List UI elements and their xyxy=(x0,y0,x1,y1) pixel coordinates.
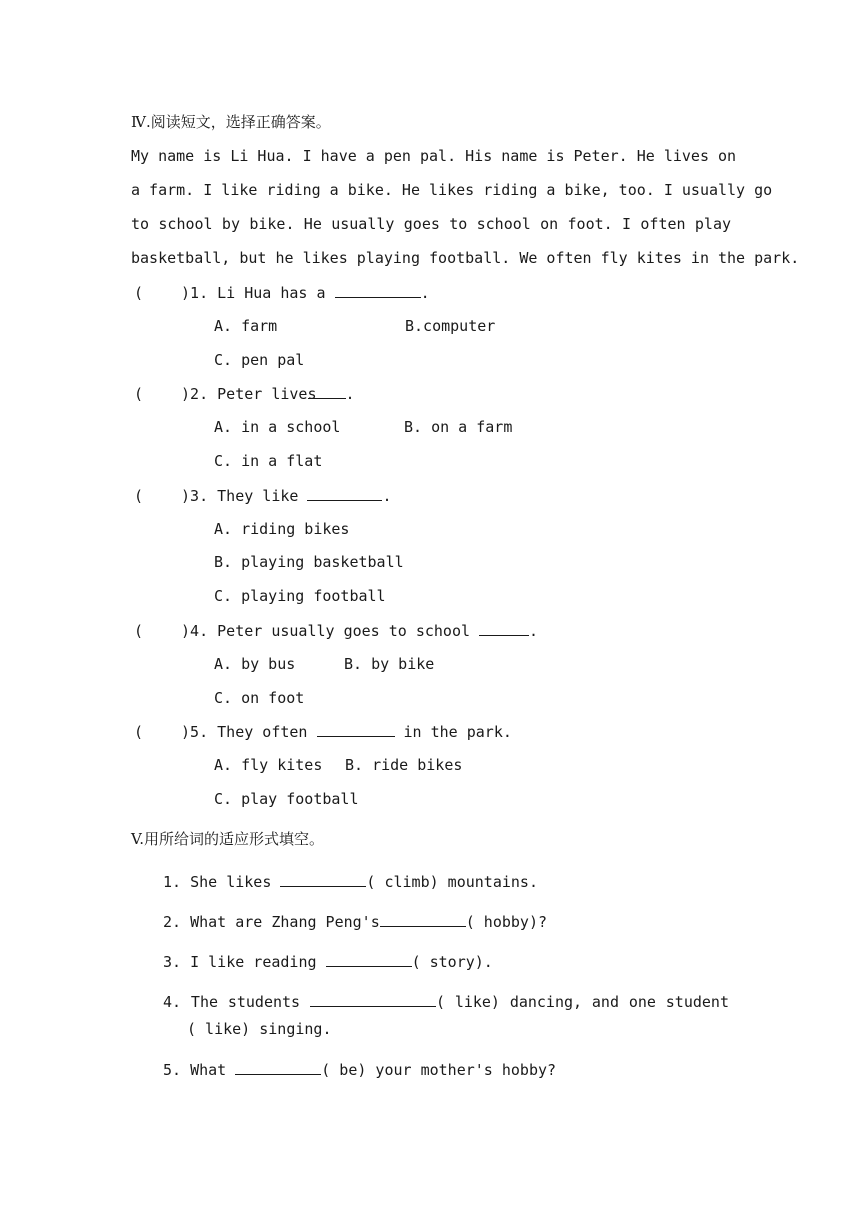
question-3-option-c[interactable]: C. playing football xyxy=(214,587,386,605)
question-5-blank[interactable] xyxy=(317,721,395,737)
question-3-text: )3. They like xyxy=(181,487,308,505)
fill-item-3-hint: ( story). xyxy=(411,953,493,971)
question-3-blank[interactable] xyxy=(307,485,382,501)
section-5-heading: V.用所给词的适应形式填空。 xyxy=(131,830,324,848)
fill-item-3-text: 3. I like reading xyxy=(163,953,326,971)
question-2-blank[interactable] xyxy=(308,383,346,399)
question-5-option-b[interactable]: B. ride bikes xyxy=(345,756,463,774)
fill-item-5-text: 5. What xyxy=(163,1061,236,1079)
answer-paren-open: ( xyxy=(134,622,144,640)
fill-item-4 xyxy=(163,991,729,1012)
question-2-option-b[interactable]: B. on a farm xyxy=(404,418,513,436)
fill-item-2-blank[interactable] xyxy=(380,911,466,927)
question-2-end: . xyxy=(345,385,355,403)
question-1-end: . xyxy=(420,284,430,302)
question-4-blank[interactable] xyxy=(479,620,529,636)
fill-item-1-blank[interactable] xyxy=(280,871,366,887)
question-5 xyxy=(134,721,512,741)
fill-item-4-text: 4. The students xyxy=(163,993,310,1011)
fill-item-2 xyxy=(163,911,547,931)
question-1-option-c[interactable]: C. pen pal xyxy=(214,351,305,369)
question-4-option-c[interactable]: C. on foot xyxy=(214,689,305,707)
fill-item-4-continuation: ( like) singing. xyxy=(187,1020,332,1038)
question-2-option-c[interactable]: C. in a flat xyxy=(214,452,323,470)
question-3 xyxy=(134,485,392,505)
fill-item-5 xyxy=(163,1059,556,1079)
question-1-text: )1. Li Hua has a xyxy=(181,284,335,302)
question-4-option-a[interactable]: A. by bus xyxy=(214,655,296,673)
question-2-text: )2. Peter lives xyxy=(181,385,317,403)
question-5-end: in the park. xyxy=(394,723,512,741)
fill-item-1 xyxy=(163,871,538,891)
answer-paren-open: ( xyxy=(134,487,144,505)
answer-paren-open: ( xyxy=(134,284,144,302)
question-4-end: . xyxy=(529,622,539,640)
fill-item-5-blank[interactable] xyxy=(235,1059,321,1075)
question-2-option-a[interactable]: A. in a school xyxy=(214,418,341,436)
answer-paren-open: ( xyxy=(134,723,144,741)
question-5-option-a[interactable]: A. fly kites xyxy=(214,756,323,774)
section-4-heading: Ⅳ.阅读短文，选择正确答案。 xyxy=(131,113,331,131)
question-1 xyxy=(134,282,430,302)
fill-item-1-text: 1. She likes xyxy=(163,873,281,891)
fill-item-3-blank[interactable] xyxy=(326,951,412,967)
question-3-option-a[interactable]: A. riding bikes xyxy=(214,520,350,538)
fill-item-3 xyxy=(163,951,493,971)
question-4-text: )4. Peter usually goes to school xyxy=(181,622,480,640)
question-5-option-c[interactable]: C. play football xyxy=(214,790,359,808)
fill-item-2-hint: ( hobby)? xyxy=(465,913,548,931)
passage-line-3: to school by bike. He usually goes to school on foot. I often play xyxy=(131,215,731,233)
question-1-option-b[interactable]: B.computer xyxy=(405,317,496,335)
question-3-end: . xyxy=(382,487,392,505)
passage-line-2: a farm. I like riding a bike. He likes riding a bike, too. I usually go xyxy=(131,181,773,199)
question-3-option-b[interactable]: B. playing basketball xyxy=(214,553,404,571)
passage-line-4: basketball, but he likes playing football. We often fly kites in the park. xyxy=(131,249,800,267)
question-1-blank[interactable] xyxy=(335,282,421,298)
answer-paren-open: ( xyxy=(134,385,144,403)
fill-item-4-hint: ( like) dancing, and one student xyxy=(435,993,729,1011)
question-1-option-a[interactable]: A. farm xyxy=(214,317,278,335)
question-5-text: )5. They often xyxy=(181,723,317,741)
question-4 xyxy=(134,620,538,640)
question-4-option-b[interactable]: B. by bike xyxy=(344,655,435,673)
fill-item-1-hint: ( climb) mountains. xyxy=(366,873,538,891)
fill-item-4-blank[interactable] xyxy=(310,991,436,1007)
fill-item-5-hint: ( be) your mother's hobby? xyxy=(321,1061,557,1079)
passage-line-1: My name is Li Hua. I have a pen pal. His name is Peter. He lives on xyxy=(131,147,737,165)
question-2 xyxy=(134,383,355,403)
fill-item-2-text: 2. What are Zhang Peng's xyxy=(163,913,380,931)
